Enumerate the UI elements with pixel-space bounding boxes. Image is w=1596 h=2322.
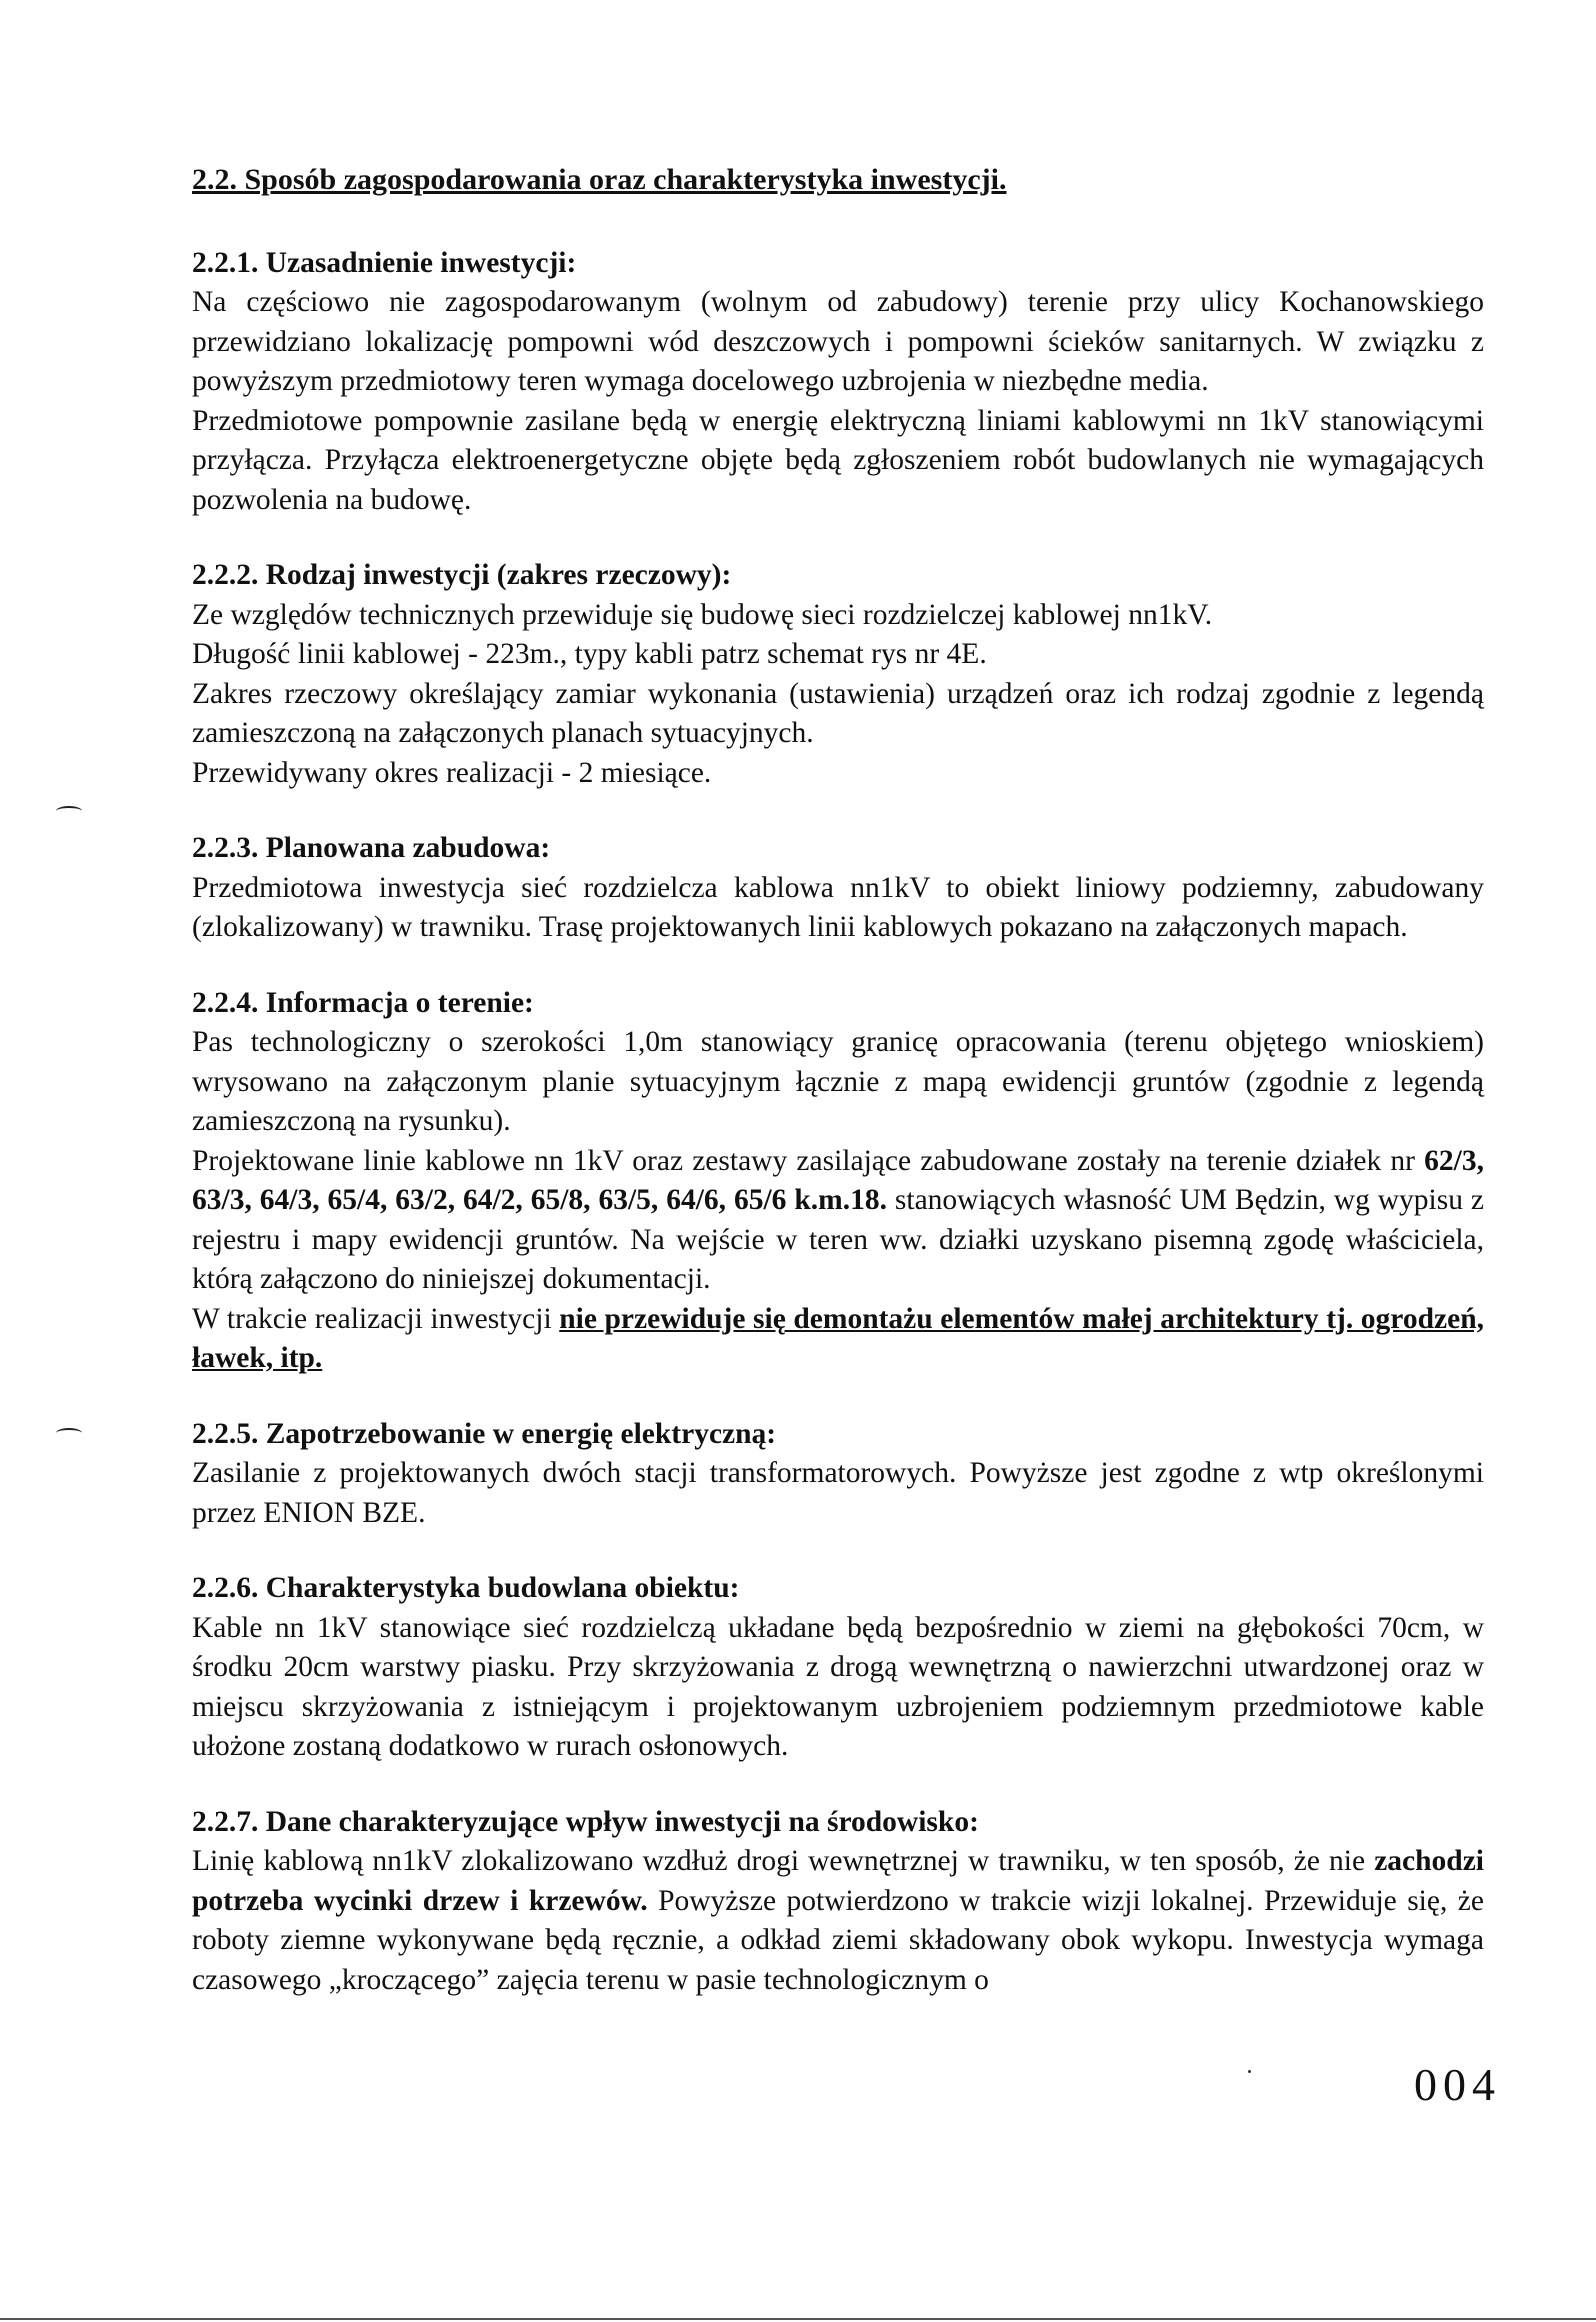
paragraph-environment [192, 1842, 1484, 2000]
paragraph: Na częściowo nie zagospodarowanym (wolnym od zabudowy) terenie przy ulicy Kochanowskiego przewidziano lokalizację pompowni wód deszczowych i pompowni ścieków sanitarnych. W związku z powyższym przedmiotowy teren wymaga docelowego uzbrojenia w niezbędne media. [192, 286, 1484, 397]
paragraph: Przewidywany okres realizacji - 2 miesiące. [192, 756, 712, 789]
section-zapotrzebowanie [192, 1415, 1484, 1534]
paragraph: Zakres rzeczowy określający zamiar wykonania (ustawienia) urządzeń oraz ich rodzaj zgodnie z legendą zamieszczoną na załączonych planach sytuacyjnych. [192, 677, 1484, 749]
section-title: 2.2.4. Informacja o terenie: [192, 986, 534, 1019]
text-run: Powyższe potwierdzono w trakcie wizji lokalnej. Przewiduje się, że roboty ziemne wykonywane będą ręcznie, a odkład ziemi składowany obok wykopu. Inwestycja wymaga czasowego „kroczącego” zajęcia terenu w pasie technologicznym o [192, 1884, 1484, 1996]
section-title: 2.2.3. Planowana zabudowa: [192, 832, 551, 864]
text-run: W trakcie realizacji inwestycji [192, 1302, 560, 1335]
section-rodzaj-inwestycji [192, 556, 1484, 793]
scan-dot [1248, 2070, 1251, 2073]
main-heading: 2.2. Sposób zagospodarowania oraz charakterystyka inwestycji. [192, 163, 1007, 196]
paragraph: Pas technologiczny o szerokości 1,0m stanowiący granicę opracowania (terenu objętego wnioskiem) wrysowano na załączonym planie sytuacyjnym łącznie z mapą ewidencji gruntów (zgodnie z legendą zamieszczoną na rysunku). [192, 1026, 1484, 1137]
emphasis-no-dismantling: nie przewiduje się demontażu elementów małej architektury tj. ogrodzeń, ławek, itp. [192, 1302, 1484, 1374]
text-run: Linię kablową nn1kV zlokalizowano wzdłuż drogi wewnętrznej w trawniku, w ten sposób, że nie [192, 1845, 1375, 1877]
scan-bottom-edge [0, 2318, 1596, 2320]
paragraph: Zasilanie z projektowanych dwóch stacji transformatorowych. Powyższe jest zgodne z wtp określonymi przez ENION BZE. [192, 1457, 1484, 1529]
paragraph: Przedmiotowe pompownie zasilane będą w energię elektryczną liniami kablowymi nn 1kV stanowiącymi przyłącza. Przyłącza elektroenergetyczne objęte będą zgłoszeniem robót budowlanych nie wymagających pozwolenia na budowę. [192, 404, 1484, 516]
paragraph-demontaz [192, 1300, 1484, 1379]
section-planowana-zabudowa [192, 829, 1484, 948]
paragraph: Długość linii kablowej - 223m., typy kabli patrz schemat rys nr 4E. [192, 638, 987, 670]
section-charakterystyka-budowlana [192, 1569, 1484, 1767]
section-title: 2.2.2. Rodzaj inwestycji (zakres rzeczowy): [192, 559, 732, 591]
section-title: 2.2.1. Uzasadnienie inwestycji: [192, 246, 577, 279]
paragraph: Kable nn 1kV stanowiące sieć rozdzielczą układane będą bezpośrednio w ziemi na głębokości 70cm, w środku 20cm warstwy piasku. Przy skrzyżowania z drogą wewnętrzną o nawierzchni utwardzonej oraz w miejscu skrzyżowania z istniejącym i projektowanym uzbrojeniem podziemnym przedmiotowe kable ułożone zostaną dodatkowo w rurach osłonowych. [192, 1611, 1484, 1762]
section-title: 2.2.5. Zapotrzebowanie w energię elektryczną: [192, 1417, 777, 1450]
section-informacja-o-terenie [192, 984, 1484, 1379]
section-title: 2.2.7. Dane charakteryzujące wpływ inwestycji na środowisko: [192, 1805, 979, 1838]
document-body [192, 160, 1484, 2036]
margin-mark-1 [56, 806, 82, 816]
margin-mark-2 [56, 1428, 82, 1438]
page-number: 004 [1414, 2059, 1501, 2110]
paragraph: Przedmiotowa inwestycja sieć rozdzielcza kablowa nn1kV to obiekt liniowy podziemny, zabudowany (zlokalizowany) w trawniku. Trasę projektowanych linii kablowych pokazano na załączonych mapach. [192, 871, 1484, 943]
section-uzasadnienie [192, 244, 1484, 521]
text-run: Projektowane linie kablowe nn 1kV oraz zestawy zasilające zabudowane zostały na terenie działek nr [192, 1144, 1425, 1177]
section-title: 2.2.6. Charakterystyka budowlana obiektu: [192, 1572, 740, 1604]
paragraph-parcels [192, 1142, 1484, 1300]
section-wplyw-na-srodowisko [192, 1803, 1484, 2001]
text-run: stanowiących własność UM Będzin, wg wypisu z rejestru i mapy ewidencji gruntów. Na wejście w teren ww. działki uzyskano pisemną zgodę właściciela, którą załączono do niniejszej dokumentacji. [192, 1184, 1484, 1295]
emphasis-no-tree-cutting: zachodzi potrzeba wycinki drzew i krzewów. [192, 1845, 1484, 1917]
parcel-numbers: 62/3, 63/3, 64/3, 65/4, 63/2, 64/2, 65/8, 63/5, 64/6, 65/6 k.m.18. [192, 1144, 1484, 1216]
paragraph: Ze względów technicznych przewiduje się budowę sieci rozdzielczej kablowej nn1kV. [192, 598, 1213, 631]
